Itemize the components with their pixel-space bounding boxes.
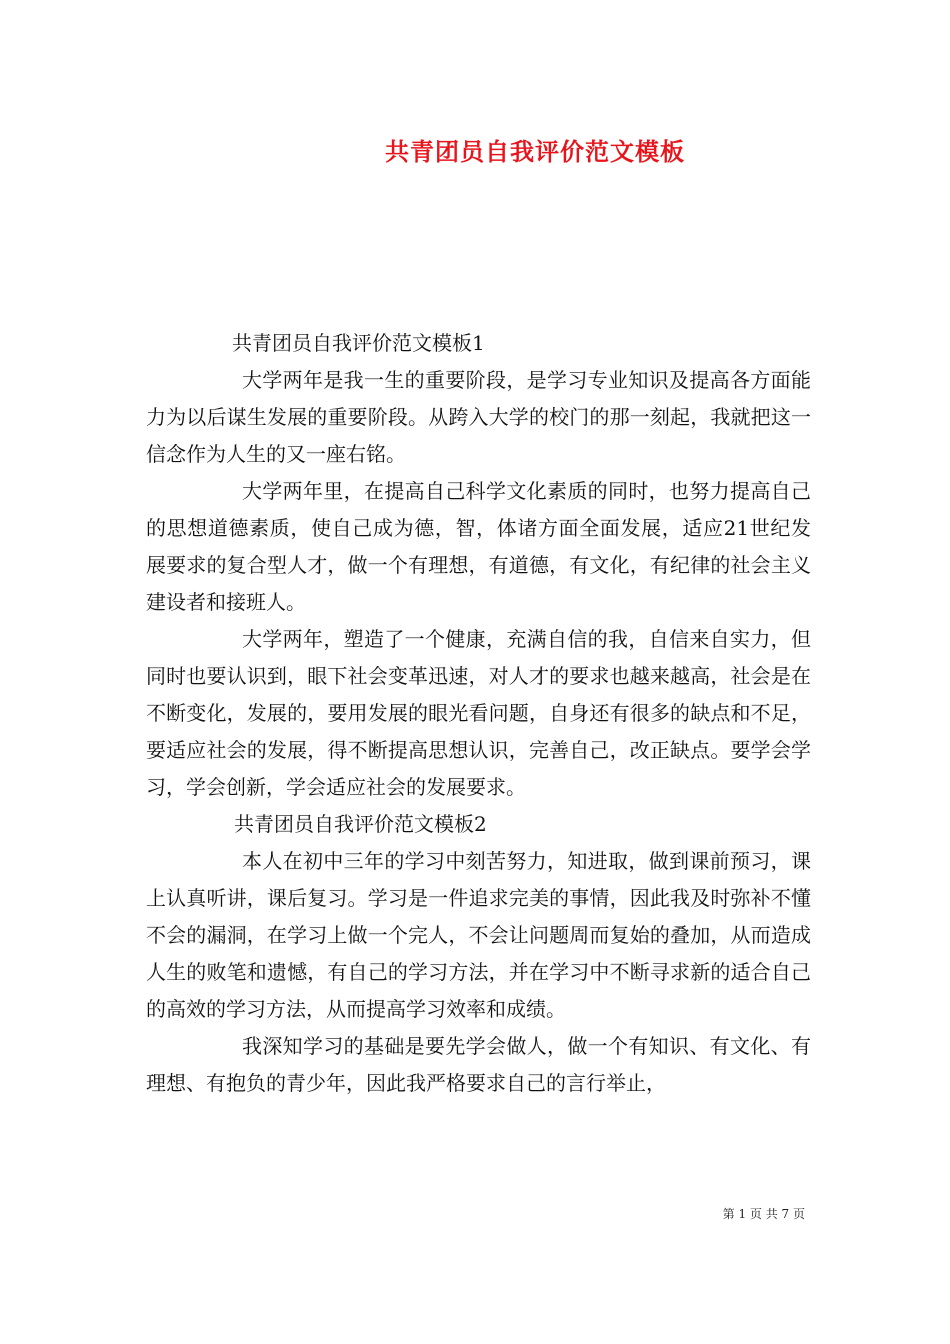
paragraph: 大学两年里，在提高自己科学文化素质的同时，也努力提高自己的思想道德素质，使自己成为德，智，体诸方面全面发展，适应21世纪发展要求的复合型人才，做一个有理想，有道德，有文化，有纪律的社会主义建设者和接班人。 [146, 479, 811, 614]
paragraph: 大学两年是我一生的重要阶段，是学习专业知识及提高各方面能力为以后谋生发展的重要阶段。从跨入大学的校门的那一刻起，我就把这一信念作为人生的又一座右铭。 [146, 368, 811, 466]
section-heading: 共青团员自我评价范文模板1 [232, 331, 485, 355]
document-title: 共青团员自我评价范文模板 [385, 137, 685, 166]
paragraph: 大学两年，塑造了一个健康，充满自信的我，自信来自实力，但同时也要认识到，眼下社会变革迅速，对人才的要求也越来越高，社会是在不断变化，发展的，要用发展的眼光看问题，自身还有很多的缺点和不足，要适应社会的发展，得不断提高思想认识，完善自己，改正缺点。要学会学习，学会创新，学会适应社会的发展要求。 [146, 627, 811, 799]
paragraph: 本人在初中三年的学习中刻苦努力，知进取，做到课前预习，课上认真听讲，课后复习。学习是一件追求完美的事情，因此我及时弥补不懂不会的漏洞，在学习上做一个完人，不会让问题周而复始的叠加，从而造成人生的败笔和遗憾，有自己的学习方法，并在学习中不断寻求新的适合自己的高效的学习方法，从而提高学习效率和成绩。 [146, 849, 811, 1021]
paragraph: 我深知学习的基础是要先学会做人，做一个有知识、有文化、有理想、有抱负的青少年，因此我严格要求自己的言行举止， [146, 1034, 811, 1095]
section-heading: 共青团员自我评价范文模板2 [234, 812, 487, 836]
document-body [146, 325, 811, 1102]
page-number-footer: 第 1 页 共 7 页 [722, 1207, 805, 1221]
